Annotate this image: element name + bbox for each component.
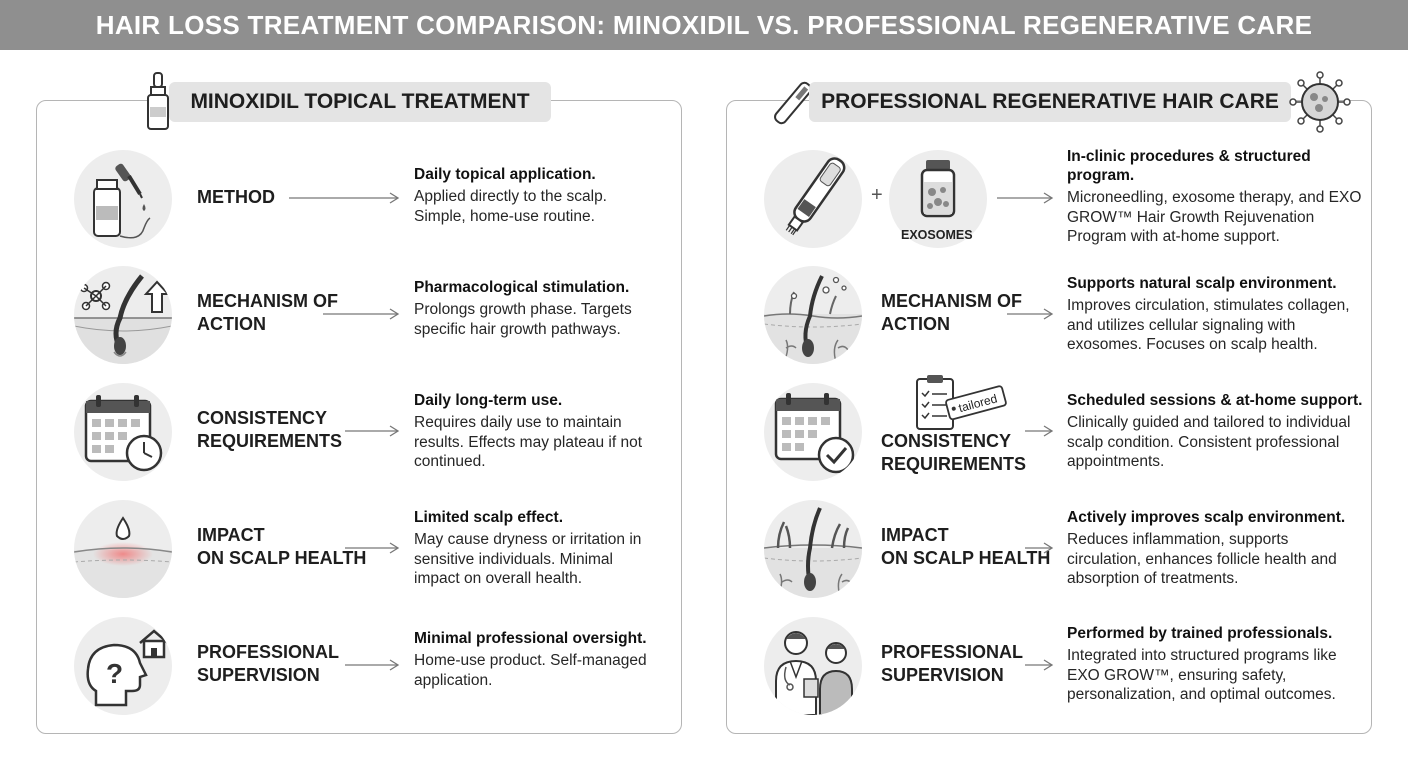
minoxidil-impact-row (37, 497, 681, 607)
consistency-label: CONSISTENCY REQUIREMENTS (197, 408, 343, 451)
regenerative-mechanism-heading: Supports natural scalp environment. (1067, 275, 1337, 292)
plus-icon: + (871, 184, 883, 206)
tailored-tag: tailored (957, 391, 999, 416)
microneedling-pen-icon (764, 150, 862, 248)
regenerative-method-description (1067, 147, 1363, 247)
regenerative-impact-description (1067, 508, 1363, 589)
regenerative-method-body: Microneedling, exosome therapy, and EXO GROW™ Hair Growth Rejuvenation Program with at-home support. (1067, 189, 1362, 245)
regenerative-consistency-label: CONSISTENCY REQUIREMENTS (881, 431, 1027, 474)
head-question-home-icon (74, 617, 172, 715)
arrow-icon (289, 192, 401, 204)
arrow-icon (345, 542, 401, 554)
arrow-icon (345, 659, 401, 671)
regenerative-impact-body: Reduces inflammation, supports circulation, enhances follicle health and absorption of treatments. (1067, 531, 1337, 587)
arrow-icon (345, 425, 401, 437)
regenerative-impact-row (727, 497, 1371, 607)
supervision-label: PROFESSIONAL SUPERVISION (197, 642, 340, 685)
method-heading: Daily topical application. (414, 166, 596, 183)
method-label: METHOD (197, 187, 275, 207)
dropper-bottle-icon (74, 150, 172, 248)
exosome-cell-icon (1289, 71, 1351, 133)
arrow-icon (323, 308, 401, 320)
minoxidil-panel (36, 90, 682, 734)
regenerative-method-row (727, 147, 1371, 257)
method-description (414, 165, 659, 226)
supervision-heading: Minimal professional oversight. (414, 630, 647, 647)
minoxidil-panel-title: MINOXIDIL TOPICAL TREATMENT (169, 82, 551, 122)
supervision-body: Home-use product. Self-managed application. (414, 652, 647, 689)
hair-follicle-molecule-icon (74, 266, 172, 364)
regenerative-mechanism-label: MECHANISM OF ACTION (881, 291, 1022, 334)
dropper-bottle-icon (145, 71, 171, 133)
consistency-description (414, 391, 659, 472)
supervision-description (414, 629, 659, 690)
regenerative-impact-label: IMPACT ON SCALP HEALTH (881, 525, 1051, 568)
exosomes-label: EXOSOMES (901, 228, 973, 242)
minoxidil-supervision-row (37, 614, 681, 724)
irritated-scalp-icon (74, 500, 172, 598)
arrow-icon (1025, 659, 1055, 671)
regenerative-supervision-description (1067, 624, 1363, 705)
arrow-icon (997, 192, 1055, 204)
impact-body: May cause dryness or irritation in sensitive individuals. Minimal impact on overall health. (414, 531, 642, 587)
minoxidil-method-row (37, 147, 681, 257)
impact-heading: Limited scalp effect. (414, 509, 564, 526)
regenerative-mechanism-row (727, 263, 1371, 373)
arrow-icon (1025, 425, 1055, 437)
healthy-scalp-icon (764, 500, 862, 598)
regenerative-consistency-heading: Scheduled sessions & at-home support. (1067, 392, 1363, 409)
regenerative-method-heading: In-clinic procedures & structured program. (1067, 148, 1311, 184)
regenerative-panel (726, 90, 1372, 734)
arrow-icon (1025, 542, 1055, 554)
regenerative-mechanism-body: Improves circulation, stimulates collagen, and utilizes cellular signaling with exosomes. Focuses on scalp health. (1067, 297, 1350, 353)
minoxidil-consistency-row (37, 380, 681, 490)
regenerative-consistency-description (1067, 391, 1363, 472)
title-banner (0, 0, 1408, 50)
regenerative-supervision-row (727, 614, 1371, 724)
regenerative-supervision-label: PROFESSIONAL SUPERVISION (881, 642, 1024, 685)
consistency-body: Requires daily use to maintain results. Effects may plateau if not continued. (414, 414, 643, 470)
method-body: Applied directly to the scalp. Simple, home-use routine. (414, 188, 607, 225)
page-title: HAIR LOSS TREATMENT COMPARISON: MINOXIDIL VS. PROFESSIONAL REGENERATIVE CARE (95, 9, 1313, 40)
mechanism-heading: Pharmacological stimulation. (414, 279, 630, 296)
mechanism-body: Prolongs growth phase. Targets specific hair growth pathways. (414, 301, 632, 338)
regenerative-mechanism-description (1067, 274, 1363, 355)
calendar-check-icon (764, 383, 862, 481)
consistency-heading: Daily long-term use. (414, 392, 563, 409)
minoxidil-mechanism-row (37, 263, 681, 373)
impact-label: IMPACT ON SCALP HEALTH (197, 525, 367, 568)
doctor-patient-icon (764, 617, 862, 715)
svg-text:?: ? (106, 658, 124, 689)
impact-description (414, 508, 659, 589)
regenerative-consistency-row (727, 380, 1371, 490)
mechanism-label: MECHANISM OF ACTION (197, 291, 338, 334)
regenerative-supervision-body: Integrated into structured programs like EXO GROW™, ensuring safety, personalization, and optimal outcomes. (1067, 647, 1337, 703)
clipboard-checklist-icon (913, 373, 1013, 435)
mechanism-description (414, 278, 659, 339)
regenerative-consistency-body: Clinically guided and tailored to individual scalp condition. Consistent professional appointments. (1067, 414, 1351, 470)
regenerative-impact-heading: Actively improves scalp environment. (1067, 509, 1346, 526)
calendar-clock-icon (74, 383, 172, 481)
arrow-icon (1007, 308, 1055, 320)
regenerative-supervision-heading: Performed by trained professionals. (1067, 625, 1333, 642)
regenerative-panel-title: PROFESSIONAL REGENERATIVE HAIR CARE (809, 82, 1291, 122)
healthy-follicle-icon (764, 266, 862, 364)
